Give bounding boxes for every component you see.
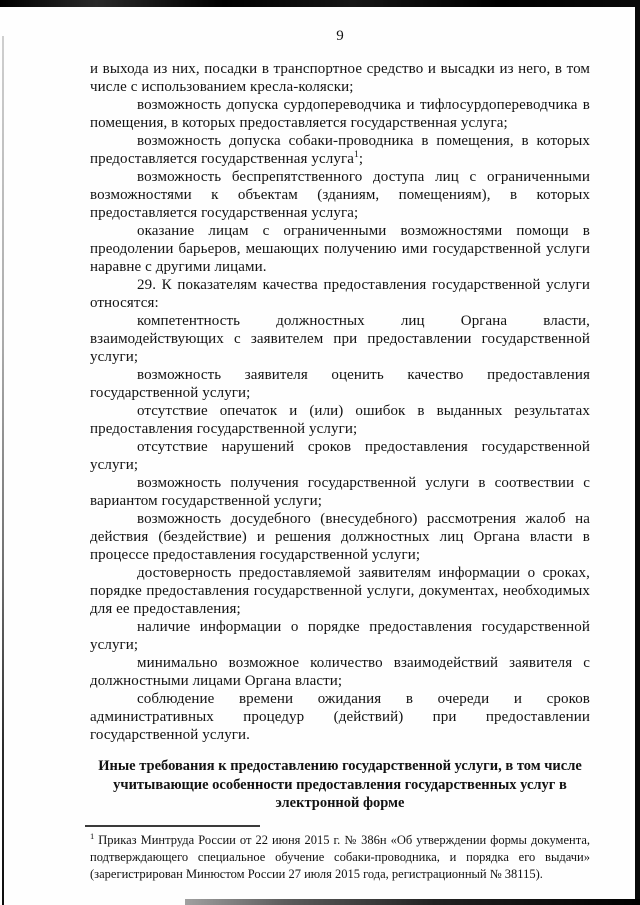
page-content: [90, 27, 590, 883]
footnote-area: [90, 825, 590, 883]
body-paragraph: соблюдение времени ожидания в очереди и сроков административных процедур (действий) при предоставлении государственной услуги.: [90, 691, 590, 743]
body-paragraph: наличие информации о порядке предоставления государственной услуги;: [90, 619, 590, 653]
footnote-reference-marker: 1: [353, 150, 359, 160]
footnote-text: [90, 832, 590, 883]
scan-artifact-top-bar: [0, 0, 640, 7]
footnote-marker: 1: [90, 830, 95, 841]
body-paragraph: оказание лицам с ограниченными возможностями помощи в преодолении барьеров, мешающих получению ими государственной услуги наравне с другими лицами.: [90, 223, 590, 275]
body-paragraph: минимально возможное количество взаимодействий заявителя с должностными лицами Органа власти;: [90, 655, 590, 689]
page-number: 9: [336, 28, 344, 44]
document-body: [90, 60, 590, 744]
body-paragraph: возможность заявителя оценить качество предоставления государственной услуги;: [90, 367, 590, 401]
body-paragraph: компетентность должностных лиц Органа власти, взаимодействующих с заявителем при предоставлении государственной услуги;: [90, 313, 590, 365]
footnote-separator-line: [85, 825, 260, 827]
body-paragraph: [90, 132, 590, 168]
body-paragraph: достоверность предоставляемой заявителям информации о сроках, порядке предоставления государственной услуги, документах, необходимых для ее предоставления;: [90, 565, 590, 617]
body-paragraph: возможность беспрепятственного доступа лиц с ограниченными возможностями к объектам (зданиям, помещениям), в которых предоставляется государственная услуга;: [90, 169, 590, 221]
body-paragraph: 29. К показателям качества предоставления государственной услуги относятся:: [90, 277, 590, 311]
footnote-body: Приказ Минтруда России от 22 июня 2015 г. № 386н «Об утверждении формы документа, подтверждающего специальное обучение собаки-проводника, и порядка его выдачи» (зарегистрирован Минюстом России 27 июля 2015 года, регистрационный № 38115).: [90, 832, 590, 881]
paragraph-text: возможность допуска собаки-проводника в помещения, в которых предоставляется государственная услуга: [90, 133, 590, 167]
scan-artifact-bottom-bar: [185, 899, 640, 905]
paragraph-suffix: ;: [358, 151, 364, 167]
body-paragraph: возможность получения государственной услуги в соотвествии с вариантом государственной услуги;: [90, 475, 590, 509]
body-paragraph: отсутствие опечаток и (или) ошибок в выданных результатах предоставления государственной услуги;: [90, 403, 590, 437]
body-paragraph: и выхода из них, посадки в транспортное средство и высадки из него, в том числе с использованием кресла-коляски;: [90, 61, 590, 95]
body-paragraph: отсутствие нарушений сроков предоставления государственной услуги;: [90, 439, 590, 473]
body-paragraph: возможность досудебного (внесудебного) рассмотрения жалоб на действия (бездействие) и решения должностных лиц Органа власти в процессе предоставления государственной услуги;: [90, 511, 590, 563]
scan-artifact-left-line: [2, 36, 4, 905]
section-heading: Иные требования к предоставлению государственной услуги, в том числе учитывающие особенности предоставления государственных услуг в электронной форме: [98, 758, 582, 811]
scan-artifact-right-bar: [635, 0, 640, 905]
body-paragraph: возможность допуска сурдопереводчика и тифлосурдопереводчика в помещения, в которых предоставляется государственная услуга;: [90, 97, 590, 131]
